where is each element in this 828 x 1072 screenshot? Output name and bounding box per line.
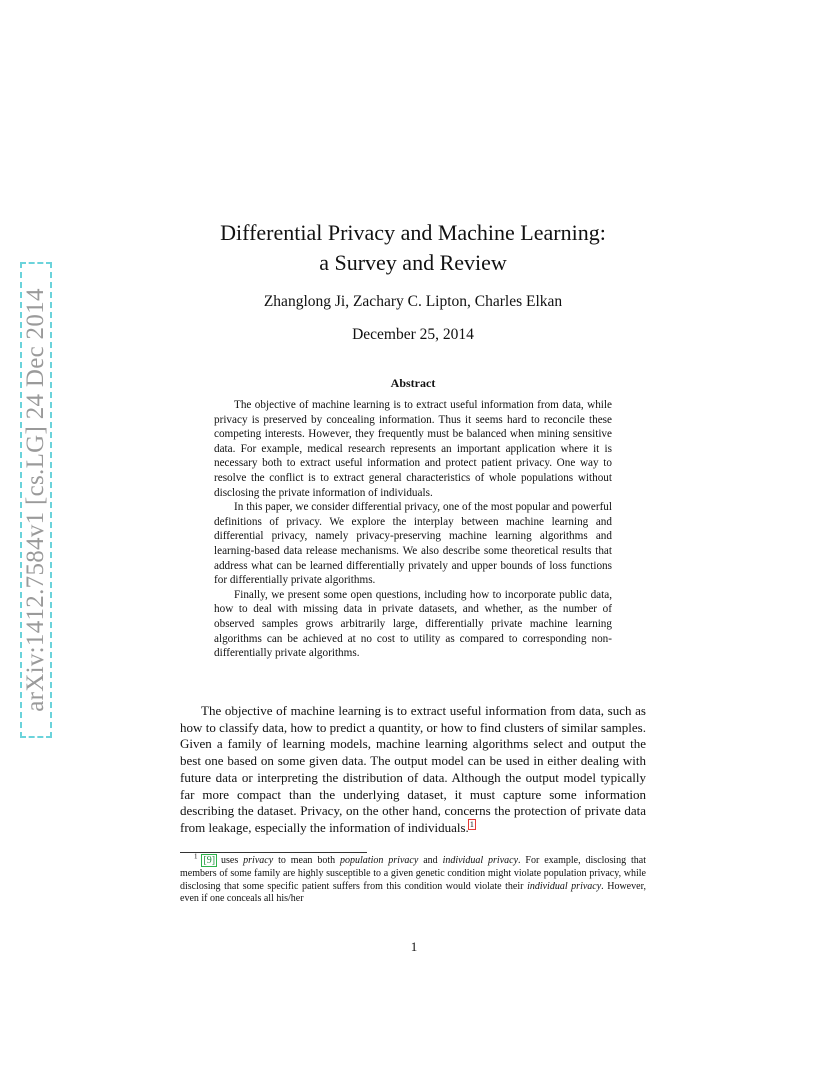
paper-title [180,218,646,278]
arxiv-identifier[interactable]: arXiv:1412.7584v1 [cs.LG] 24 Dec 2014 [22,288,49,712]
paper-authors: Zhanglong Ji, Zachary C. Lipton, Charles Elkan [263,293,563,310]
abstract-paragraph-3: Finally, we present some open questions, including how to incorporate public data, how to deal with missing data in private datasets, and whether, as the number of observed samples grows arbitrarily large, differentially private machine learning algorithms can be achieved at no cost to utility as compared to corresponding non-differentially private algorithms. [214,588,612,660]
footnote-text: . However, even if one conceals all his/her [180,880,646,905]
intro-paragraph [180,703,646,837]
footnote-divider [180,852,367,853]
footnote-link[interactable]: 1 [469,819,474,829]
footnote-emphasis: population privacy [340,855,419,866]
intro-paragraph-text: The objective of machine learning is to extract useful information from data, such as how to classify data, how to predict a quantity, or how to find clusters of similar samples. Given a family of learning models, machine learning algorithms select and output the best one based on some given data. The output model can be used in either dealing with future data or interpreting the distribution of data. Although the output model typically far more compact than the underlying dataset, it must capture some information describing the dataset. Privacy, on the other hand, concerns the protection of private data from leakage, especially the information of individuals. [180,703,646,835]
abstract-paragraph-1: The objective of machine learning is to extract useful information from data, while privacy is preserved by concealing information. Thus it seems hard to reconcile these competing interests. However, they frequently must be balanced when mining sensitive data. For example, medical research represents an important application where it is necessary both to extract useful information and protect patient privacy. One way to resolve the conflict is to extract general characteristics of whole populations without disclosing the private information of individuals. [214,399,612,499]
footnote-text: . For example, disclosing that members of some family are highly susceptible to a given genetic condition might violate population privacy, while disclosing that some specific patient suffers from this condition would violate their [180,855,646,892]
title-line-2: a Survey and Review [319,250,507,275]
page-number: 1 [410,939,418,954]
abstract-heading: Abstract [390,376,436,390]
abstract-body [214,398,612,661]
paper-date: December 25, 2014 [352,326,474,343]
citation-link[interactable]: [9] [203,855,216,866]
title-line-1: Differential Privacy and Machine Learning: [220,220,606,245]
footnote-emphasis: privacy [243,855,274,866]
footnote-number: 1 [194,852,198,861]
footnote-text: and [418,855,443,866]
footnote-text: to mean both [273,855,341,866]
footnote-emphasis: individual privacy [442,855,519,866]
footnote-emphasis: individual privacy [527,880,602,892]
footnote-text: uses [216,855,244,866]
abstract-paragraph-2: In this paper, we consider differential privacy, one of the most popular and powerful definitions of privacy. We explore the interplay between machine learning and differential privacy, namely privacy-preserving machine learning algorithms and learning-based data release mechanisms. We also describe some theoretical results that address what can be learned differentially privately and upper bounds of loss functions for differentially private algorithms. [214,501,612,587]
footnote-1 [180,852,646,906]
